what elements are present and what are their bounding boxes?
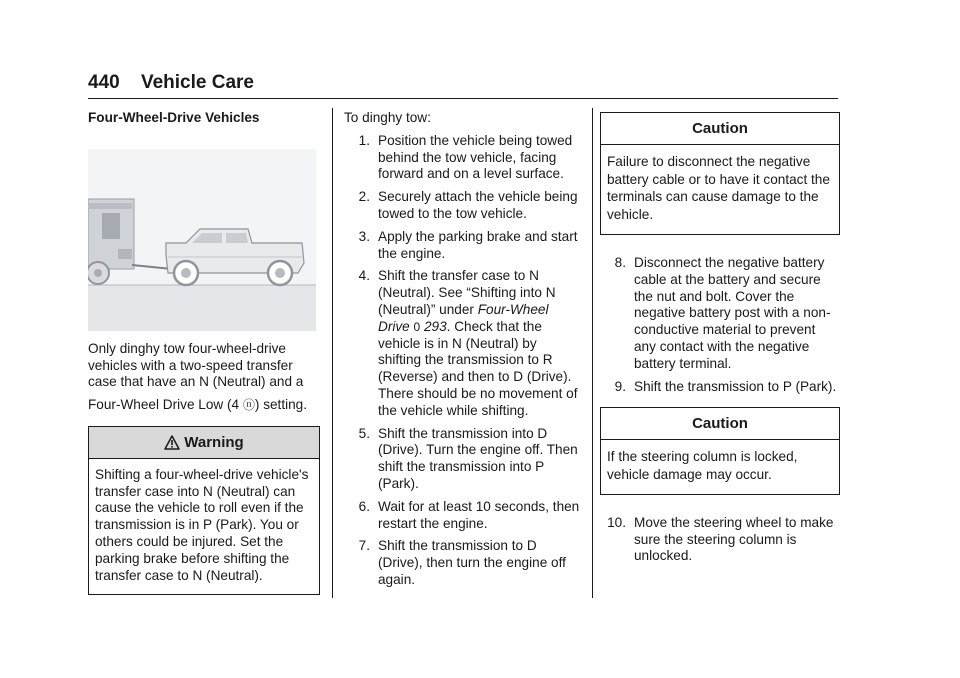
warning-body: Shifting a four-wheel-drive vehicle's transfer case into N (Neutral) can cause the vehicle to roll even if the transmission is in P (Park). You or others could be injured. Set the parking brake before shifting the transfer case to N (Neutral). <box>95 466 309 583</box>
step-item <box>344 499 580 533</box>
step-number: 7. <box>358 538 370 554</box>
step-text: Shift the transmission to P (Park). <box>634 378 837 394</box>
step-item <box>344 229 580 263</box>
section-title: Four-Wheel-Drive Vehicles <box>88 110 260 125</box>
step-text: Disconnect the negative battery cable at the battery and secure the nut and bolt. Cover the negative battery post with a non-conductive material to prevent any contact with the negative battery terminal. <box>634 254 831 371</box>
intro-text-3: ) setting. <box>254 397 308 413</box>
column-2 <box>344 110 580 595</box>
step-item <box>600 379 840 396</box>
steps-group <box>600 515 840 565</box>
step-text: Apply the parking brake and start the engine. <box>378 228 578 261</box>
step-text: Shift the transmission into D (Drive). Turn the engine off. Then shift the transmission into P (Park). <box>378 425 578 491</box>
step-item <box>600 515 840 565</box>
step-number: 8. <box>614 254 626 270</box>
page-ref-arrow-icon: 0 <box>413 319 421 334</box>
towing-illustration-graphic <box>88 149 316 331</box>
step-number: 1. <box>358 132 370 148</box>
cross-reference-link[interactable]: Four-Wheel Drive <box>378 301 549 334</box>
step-text: Securely attach the vehicle being towed to the tow vehicle. <box>378 189 578 221</box>
step-text: Shift the transmission to D (Drive), then turn the engine off again. <box>378 538 566 587</box>
step-item <box>600 255 840 373</box>
intro-paragraph <box>88 341 320 414</box>
four-low-symbol-icon: ⓝ <box>242 398 255 413</box>
page-header <box>88 72 254 94</box>
steps-intro: To dinghy tow: <box>344 110 431 125</box>
caution-body: Failure to disconnect the negative battery cable or to have it contact the terminals can cause damage to the vehicle. <box>607 153 830 223</box>
caution-title: Caution <box>601 408 839 440</box>
caution-body: If the steering column is locked, vehicle damage may occur. <box>607 449 798 482</box>
step-item <box>344 426 580 493</box>
column-divider-1 <box>332 108 333 598</box>
header-rule <box>88 98 838 99</box>
step-item <box>344 189 580 223</box>
step-text: Move the steering wheel to make sure the steering column is unlocked. <box>634 514 834 564</box>
caution-box-1 <box>600 112 840 235</box>
column-divider-2 <box>592 108 593 598</box>
step-text <box>378 268 580 419</box>
dinghy-tow-illustration <box>88 149 316 331</box>
step-item <box>344 268 580 419</box>
warning-header <box>89 427 319 459</box>
intro-line-2 <box>88 397 320 414</box>
chapter-title: Vehicle Care <box>140 72 255 93</box>
caution-title: Caution <box>601 113 839 145</box>
warning-box <box>88 426 320 595</box>
step-number: 3. <box>358 228 370 244</box>
page-number: 440 <box>88 72 120 93</box>
step-item <box>344 538 580 588</box>
steps-group <box>600 255 840 395</box>
warning-triangle-icon <box>164 435 180 450</box>
warning-title: Warning <box>184 433 244 451</box>
step-text-part: . Check that the vehicle is in N (Neutral) by shifting the transmission to R (Reverse) and then to D (Drive). There should be no movement of the vehicle while shifting. <box>378 318 578 418</box>
step-number: 9. <box>614 378 626 394</box>
caution-box-2 <box>600 407 840 494</box>
step-text-part: Shift the transfer case to N (Neutral). See “Shifting into N (Neutral)” under <box>378 268 556 317</box>
step-number: 2. <box>358 189 370 205</box>
cross-reference-page[interactable]: 293 <box>423 318 447 334</box>
step-item <box>344 133 580 183</box>
intro-text-2: Four-Wheel Drive Low (4 <box>88 397 243 413</box>
intro-text-1: Only dinghy tow four-wheel-drive vehicles with a two-speed transfer case that have an N (Neutral) and a <box>88 340 304 390</box>
step-text: Position the vehicle being towed behind the tow vehicle, facing forward and on a level surface. <box>378 132 573 182</box>
step-number: 10. <box>607 514 626 530</box>
step-text: Wait for at least 10 seconds, then restart the engine. <box>378 498 580 531</box>
column-3 <box>600 110 840 571</box>
step-number: 4. <box>358 268 370 284</box>
step-number: 5. <box>358 425 370 441</box>
step-number: 6. <box>358 498 370 514</box>
column-1 <box>88 110 320 595</box>
